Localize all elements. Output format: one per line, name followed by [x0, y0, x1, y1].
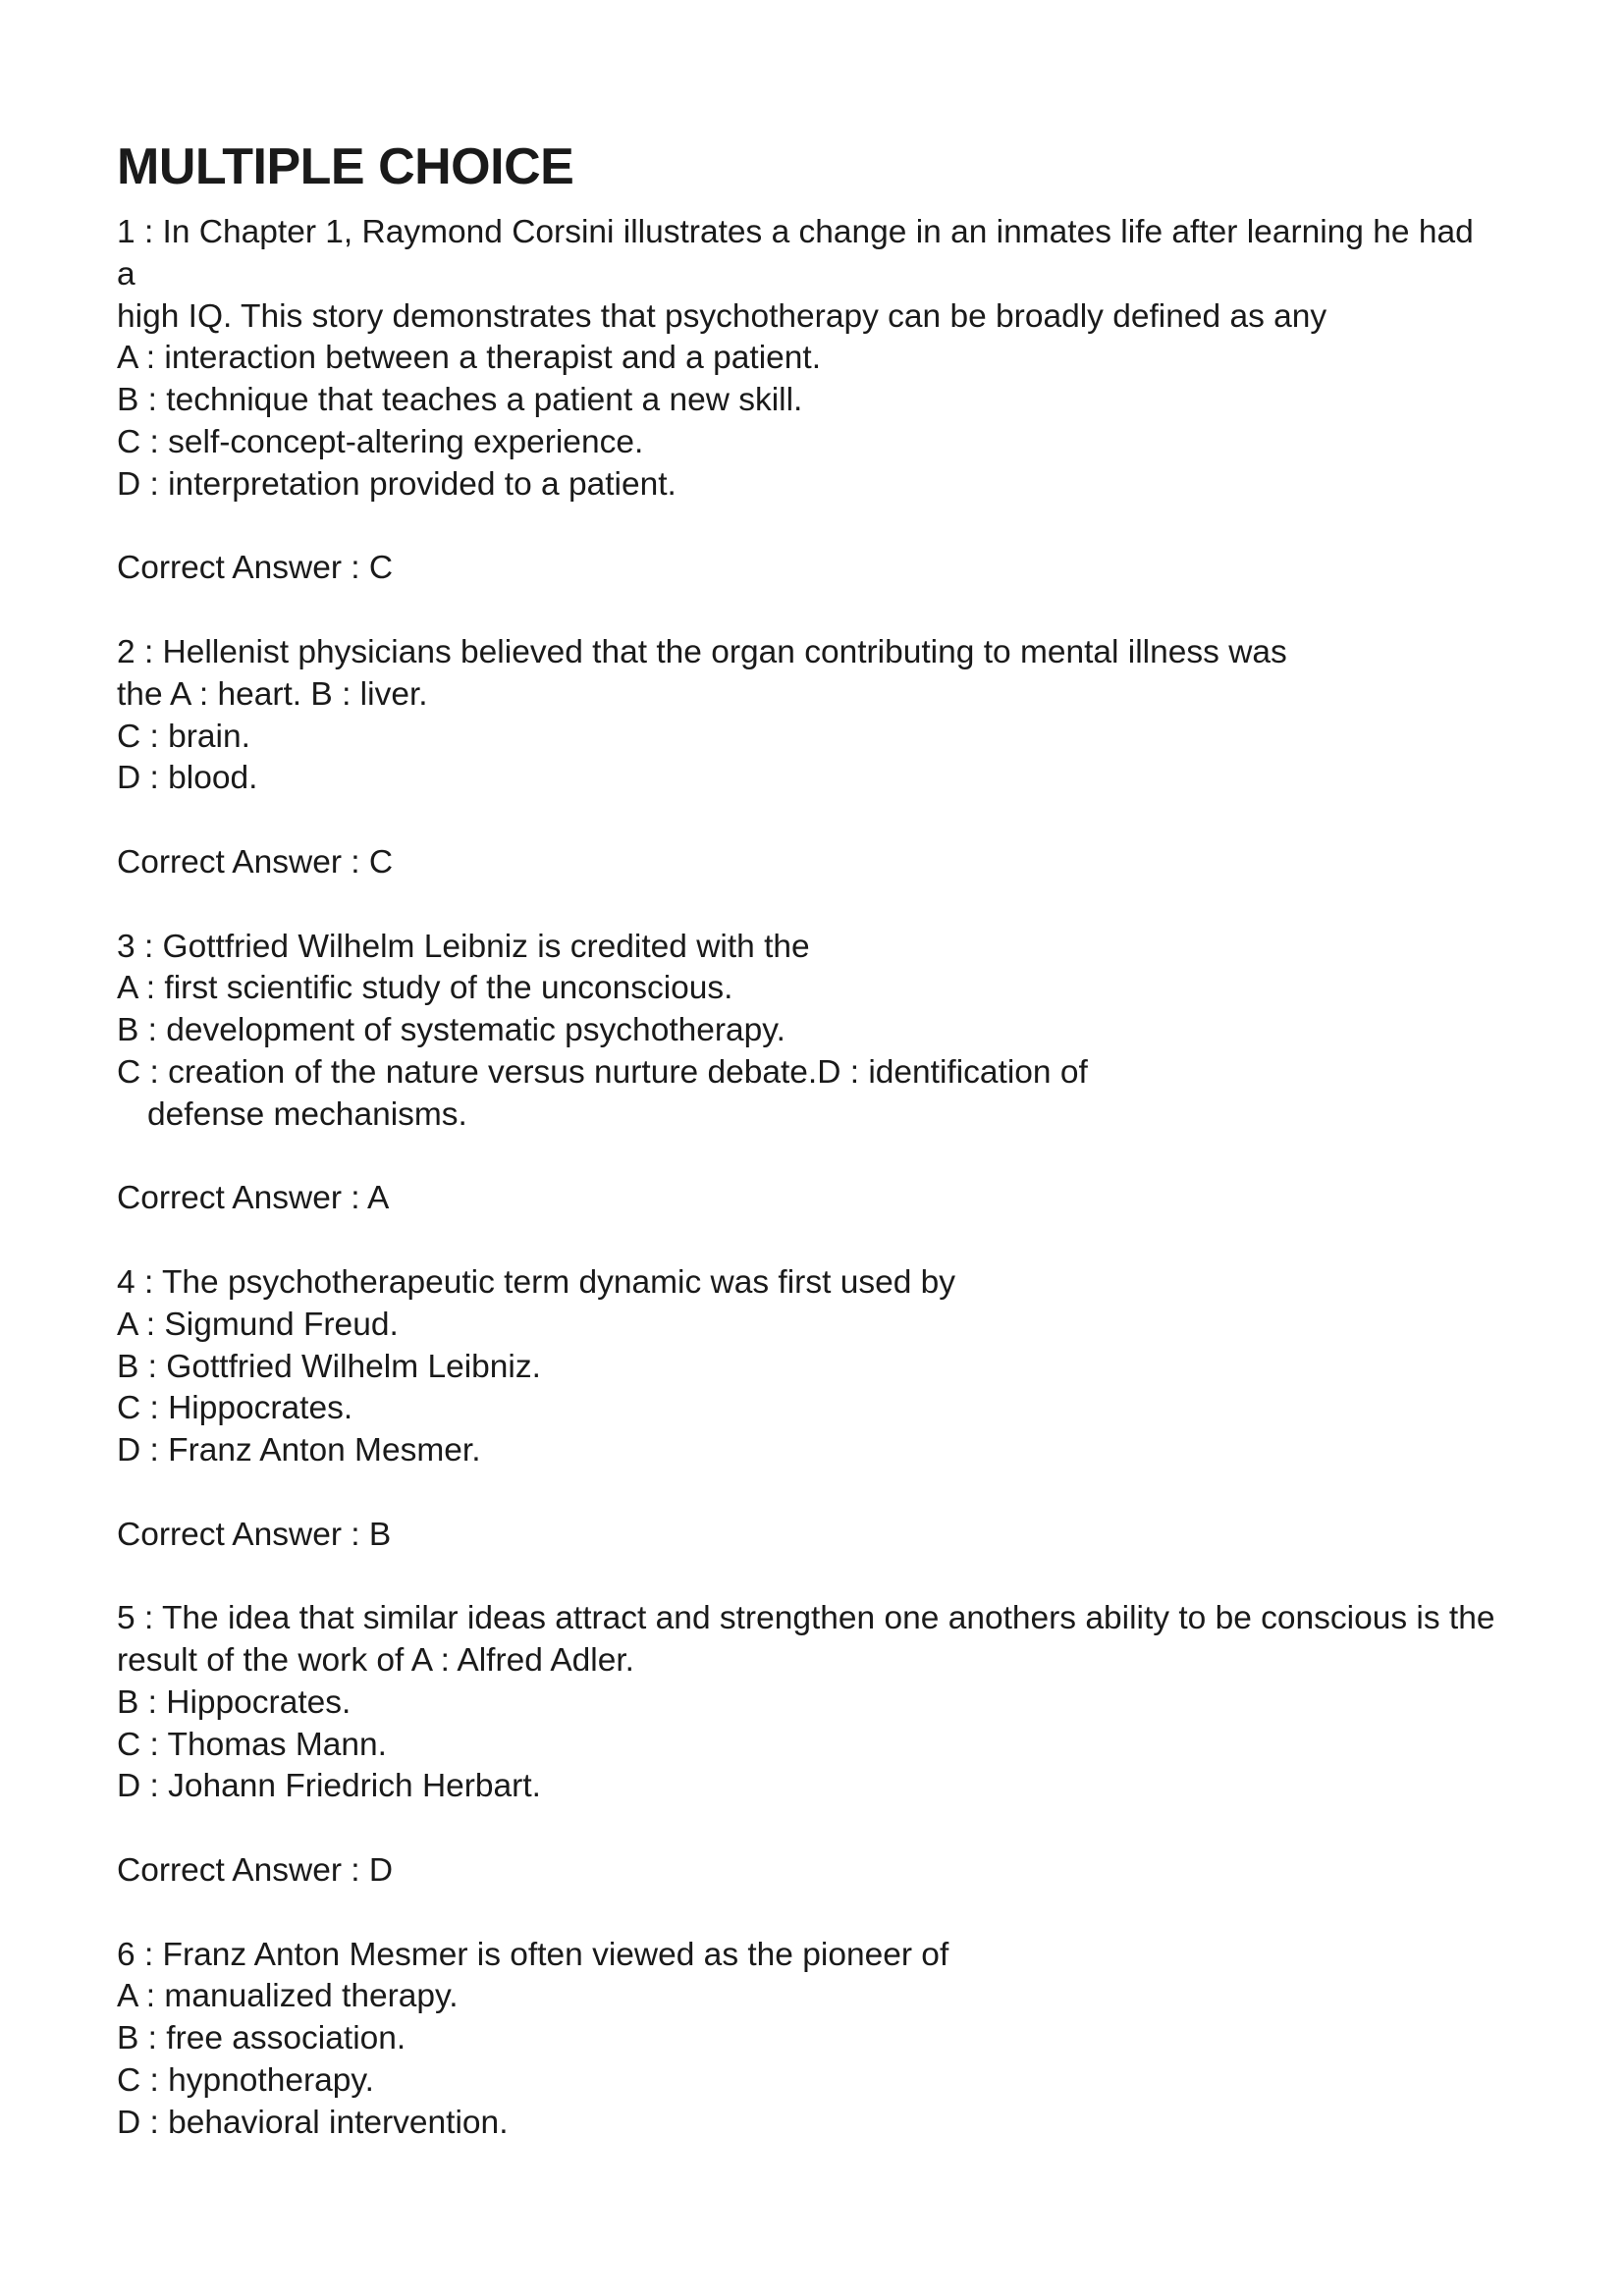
option-d-continued: defense mechanisms. — [147, 1095, 467, 1133]
question-text: 2 : Hellenist physicians believed that the organ contributing to mental illness was — [117, 633, 1287, 670]
correct-answer: Correct Answer : B — [117, 1516, 392, 1553]
question-text: 1 : In Chapter 1, Raymond Corsini illustrates a change in an inmates life after learning he had — [117, 214, 1474, 250]
question-text: result of the work of A : Alfred Adler. — [117, 1642, 634, 1680]
question-4 — [117, 1262, 1511, 1598]
question-1 — [117, 212, 1511, 632]
option-b: B : development of systematic psychotherapy. — [117, 1012, 785, 1049]
correct-answer: Correct Answer : D — [117, 1852, 394, 1890]
option-b: B : Gottfried Wilhelm Leibniz. — [117, 1348, 541, 1385]
option-b: B : Hippocrates. — [117, 1683, 352, 1721]
spacer — [117, 1220, 1511, 1262]
spacer — [117, 1137, 1511, 1179]
page-title: MULTIPLE CHOICE — [117, 138, 574, 195]
option-d: D : Franz Anton Mesmer. — [117, 1432, 481, 1469]
question-5 — [117, 1598, 1511, 1934]
option-c: C : hypnotherapy. — [117, 2062, 374, 2100]
correct-answer: Correct Answer : A — [117, 1180, 390, 1217]
spacer — [117, 1808, 1511, 1850]
option-a: A : first scientific study of the unconscious. — [117, 970, 733, 1007]
document-page — [117, 128, 1511, 2145]
option-b: B : technique that teaches a patient a new skill. — [117, 382, 803, 419]
question-text: a — [117, 255, 135, 293]
question-text: high IQ. This story demonstrates that psychotherapy can be broadly defined as any — [117, 297, 1327, 335]
option-d: D : blood. — [117, 760, 258, 797]
option-a: A : interaction between a therapist and a patient. — [117, 340, 822, 377]
spacer — [117, 590, 1511, 632]
option-b: B : free association. — [117, 2020, 406, 2057]
correct-answer: Correct Answer : C — [117, 550, 394, 587]
option-c: C : self-concept-altering experience. — [117, 423, 644, 460]
option-c: C : creation of the nature versus nurture debate.D : identification of — [117, 1053, 1088, 1091]
option-d: D : interpretation provided to a patient. — [117, 465, 677, 503]
spacer — [117, 507, 1511, 549]
question-text: 6 : Franz Anton Mesmer is often viewed as the pioneer of — [117, 1936, 949, 1973]
option-a: A : manualized therapy. — [117, 1978, 459, 2015]
option-c: C : Thomas Mann. — [117, 1726, 387, 1763]
spacer — [117, 800, 1511, 842]
option-a: A : Sigmund Freud. — [117, 1306, 399, 1343]
question-3 — [117, 927, 1511, 1262]
question-text: 3 : Gottfried Wilhelm Leibniz is credited with the — [117, 928, 810, 965]
option-d: D : behavioral intervention. — [117, 2104, 509, 2141]
question-text: the A : heart. B : liver. — [117, 675, 428, 713]
question-2 — [117, 632, 1511, 927]
spacer — [117, 1557, 1511, 1599]
question-6 — [117, 1935, 1511, 2145]
option-c: C : Hippocrates. — [117, 1390, 353, 1427]
option-d: D : Johann Friedrich Herbart. — [117, 1768, 541, 1805]
spacer — [117, 1893, 1511, 1935]
question-text: 5 : The idea that similar ideas attract and strengthen one anothers ability to be conscious is the — [117, 1600, 1495, 1637]
correct-answer: Correct Answer : C — [117, 843, 394, 881]
option-c: C : brain. — [117, 718, 250, 755]
spacer — [117, 1472, 1511, 1515]
question-text: 4 : The psychotherapeutic term dynamic was first used by — [117, 1263, 956, 1301]
spacer — [117, 884, 1511, 927]
